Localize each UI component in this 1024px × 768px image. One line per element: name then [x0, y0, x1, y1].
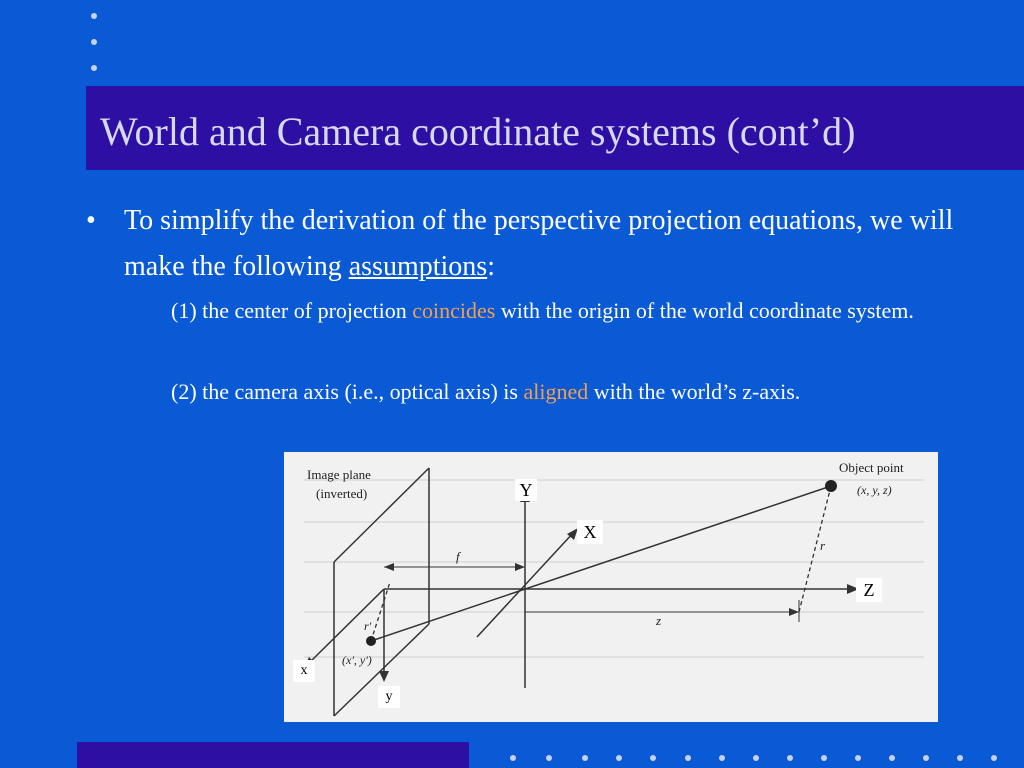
- axis-Y-label: Y: [515, 479, 537, 501]
- projection-ray: [371, 486, 831, 641]
- focal-arrow-left: [384, 563, 394, 571]
- decor-dot: [923, 755, 929, 761]
- image-point: [366, 636, 376, 646]
- decor-dot: [719, 755, 725, 761]
- image-y-arrowhead: [379, 671, 389, 682]
- ghost-lines: [304, 480, 924, 657]
- decor-dot: [546, 755, 552, 761]
- bullet-marker: •: [86, 205, 96, 236]
- image-radius-label: r': [364, 619, 372, 633]
- slide-title: World and Camera coordinate systems (cont’d): [100, 109, 856, 154]
- assumption-1-highlight: coincides: [412, 298, 496, 323]
- bullet-text-main: To simplify the derivation of the perspective projection equations, we will make the following: [124, 205, 954, 282]
- decor-dot: [889, 755, 895, 761]
- footer-bar: [77, 742, 469, 768]
- decor-dot: [957, 755, 963, 761]
- decor-dot: [787, 755, 793, 761]
- bullet-colon: :: [487, 251, 495, 282]
- assumption-2-text: (2) the camera axis (i.e., optical axis) is: [171, 379, 524, 404]
- image-plane-label: Image plane: [307, 467, 371, 482]
- assumption-1: [171, 292, 951, 330]
- object-point-label: Object point: [839, 460, 904, 475]
- decor-dot: [91, 13, 97, 19]
- axis-y-label: y: [378, 686, 400, 708]
- decor-dot: [91, 65, 97, 71]
- object-point: [825, 480, 837, 492]
- decor-dot: [855, 755, 861, 761]
- focal-length-label: f: [456, 549, 460, 564]
- object-radius-label: r: [820, 538, 826, 553]
- axis-Z-label: Z: [856, 578, 882, 602]
- depth-label: z: [656, 613, 662, 628]
- focal-arrow-right: [515, 563, 525, 571]
- object-coords-label: (x, y, z): [857, 483, 892, 497]
- decor-dot: [91, 39, 97, 45]
- decor-dot: [650, 755, 656, 761]
- depth-arrow-right: [789, 608, 799, 616]
- assumption-2-text-end: with the world’s z-axis.: [588, 379, 801, 404]
- decor-dot: [685, 755, 691, 761]
- assumption-1-text: (1) the center of projection: [171, 298, 413, 323]
- decor-dot: [616, 755, 622, 761]
- decor-dot: [510, 755, 516, 761]
- object-radius: [799, 486, 831, 612]
- assumption-1-text-end: with the origin of the world coordinate system.: [495, 298, 914, 323]
- decor-dot: [991, 755, 997, 761]
- camera-diagram-drawing: [284, 452, 938, 722]
- assumption-2-highlight: aligned: [523, 379, 589, 404]
- assumptions-term: assumptions: [348, 251, 488, 282]
- camera-diagram: [284, 452, 938, 722]
- bullet-text: [124, 198, 984, 290]
- axis-X-label: X: [577, 520, 603, 544]
- axis-x-label: x: [293, 660, 315, 682]
- inverted-label: (inverted): [316, 486, 368, 501]
- image-coords-label: (x', y'): [342, 653, 372, 667]
- assumption-2: [171, 373, 951, 411]
- decor-dot: [582, 755, 588, 761]
- decor-dot: [753, 755, 759, 761]
- decor-dot: [821, 755, 827, 761]
